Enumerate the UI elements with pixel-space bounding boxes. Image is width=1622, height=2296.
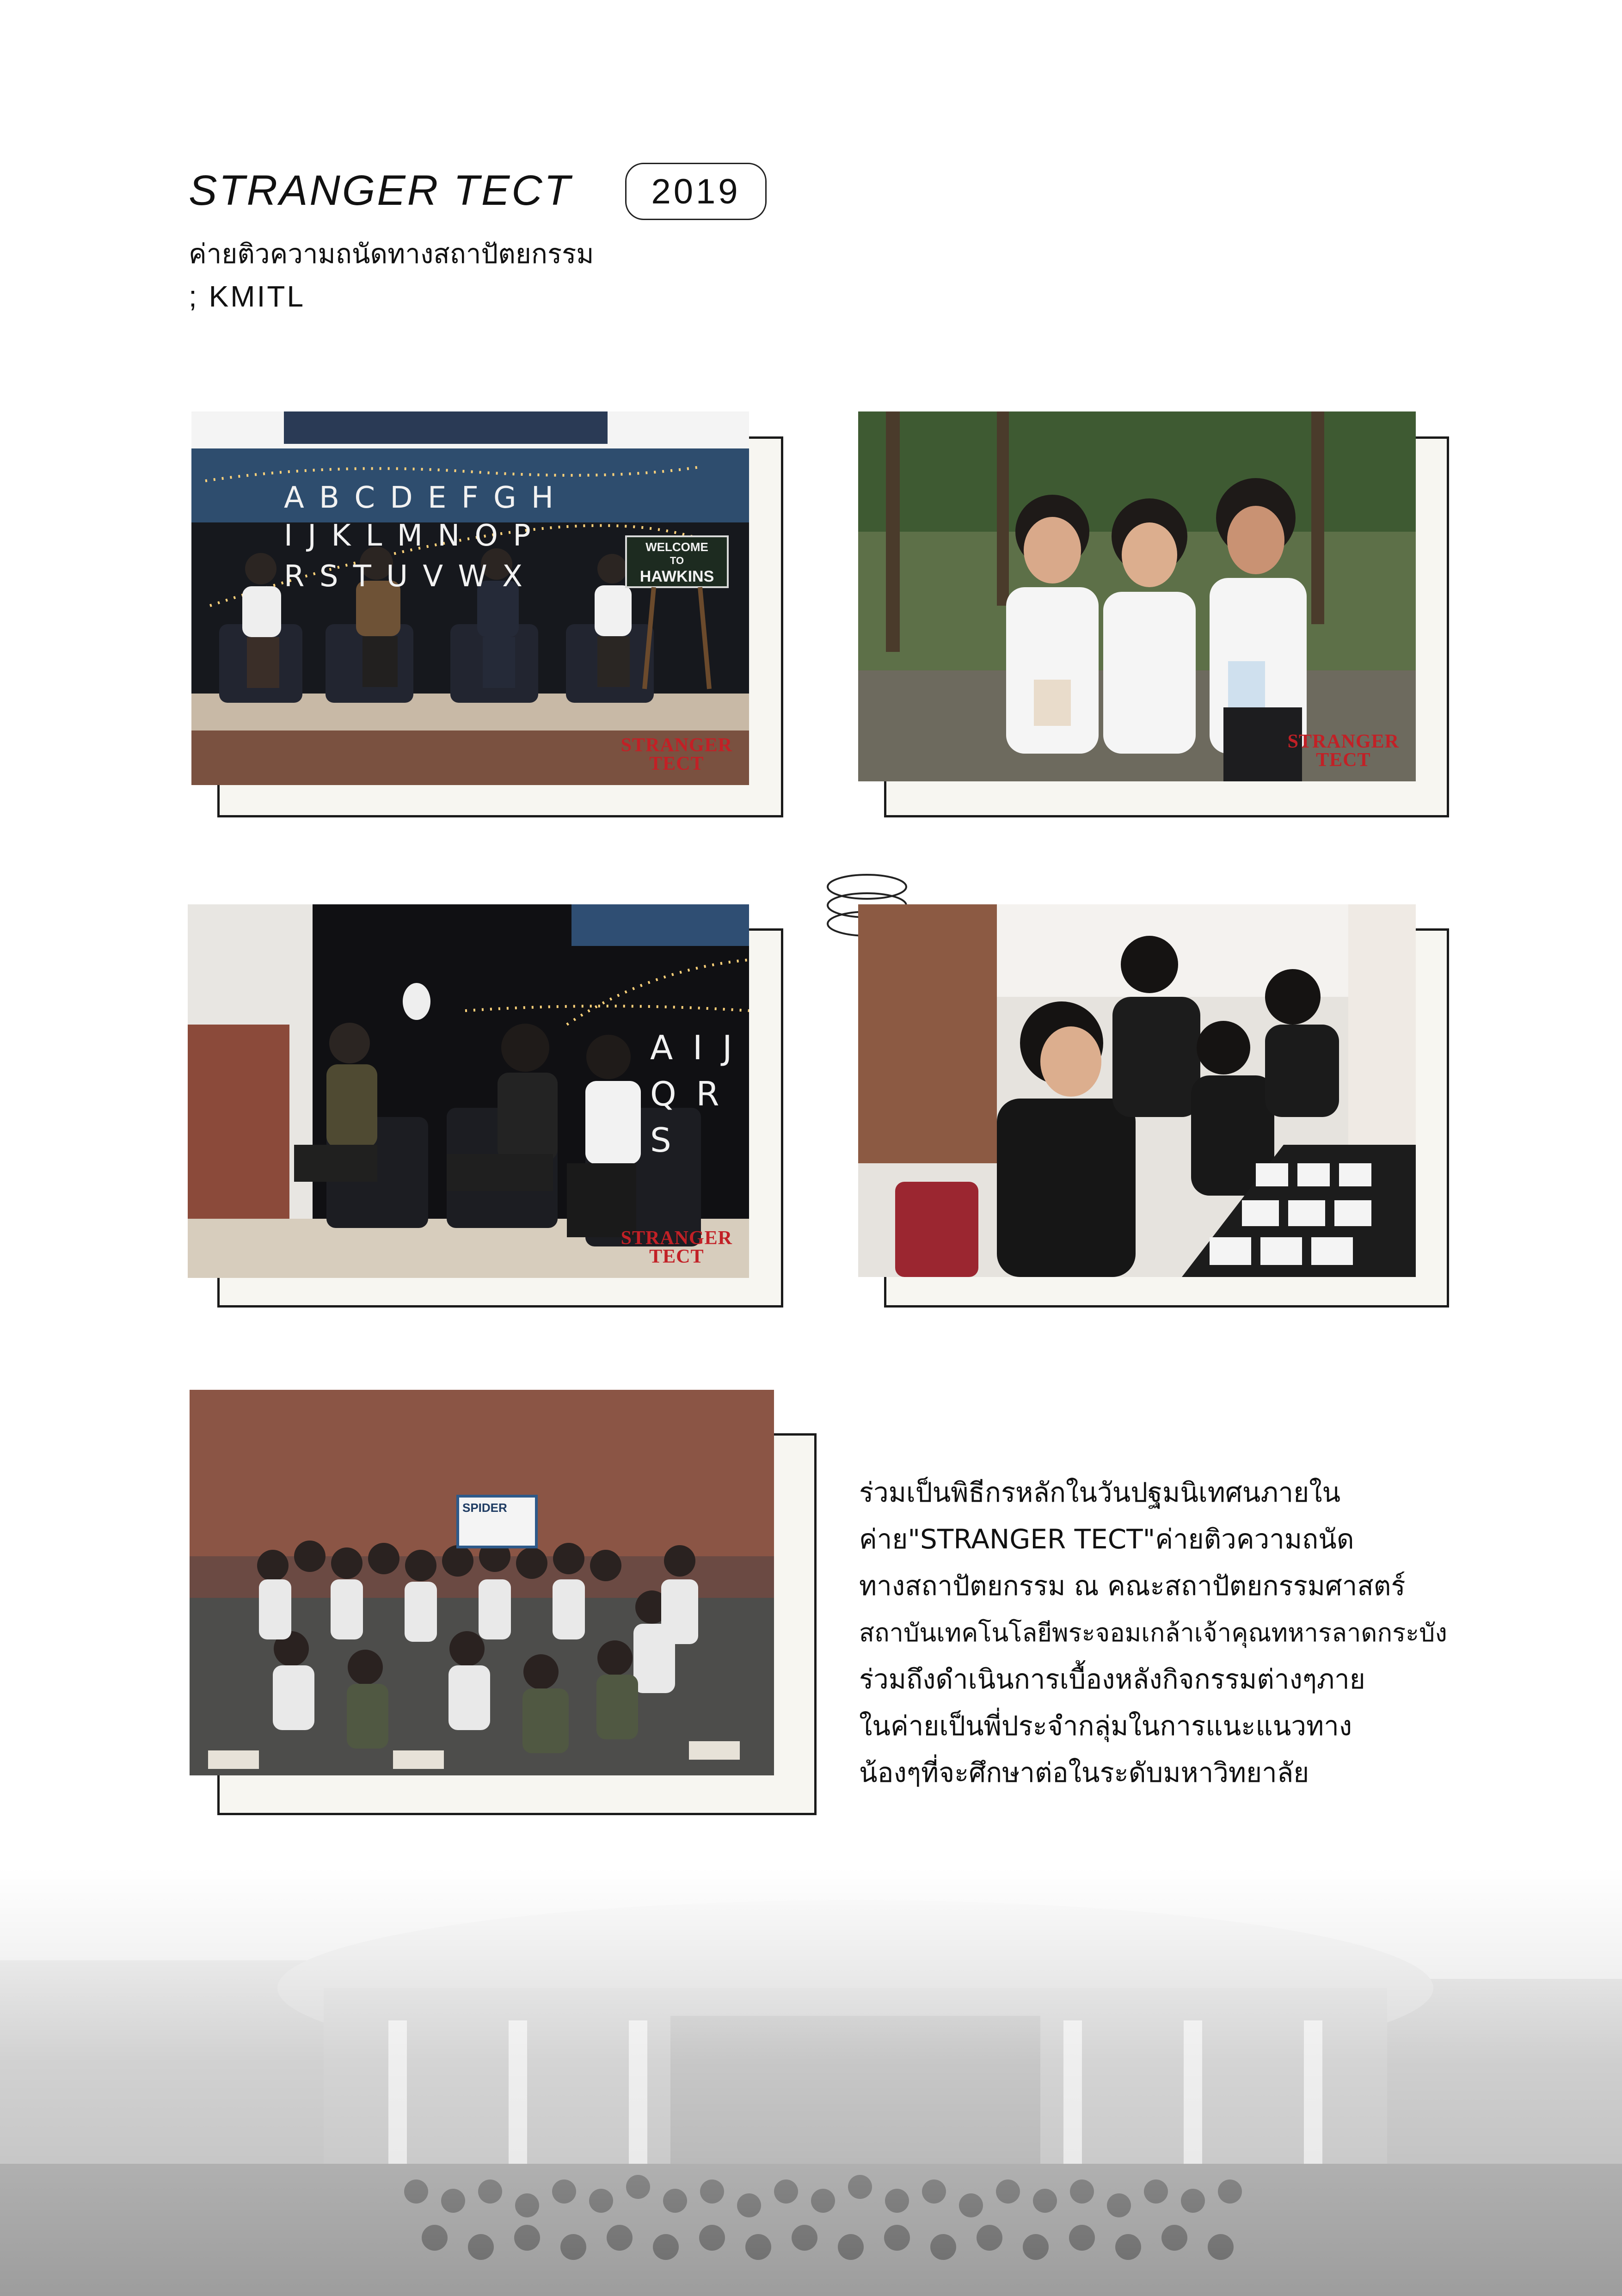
page-title: STRANGER TECT [189, 167, 572, 214]
description-line: ทางสถาปัตยกรรม ณ คณะสถาปัตยกรรมศาสตร์ [859, 1570, 1406, 1602]
watermark-line-1: STRANGER [621, 735, 732, 756]
watermark-line-2: TECT [649, 1246, 704, 1267]
sign-line-1: WELCOME [645, 540, 708, 554]
description [859, 1469, 1447, 1796]
photo-group [190, 1390, 774, 1775]
description-line: สถาบันเทคโนโลยีพระจอมเกล้าเจ้าคุณทหารลาดกระบัง [859, 1618, 1447, 1647]
photo-workshop [858, 904, 1416, 1277]
workshop-scene [858, 904, 1416, 1277]
stage-scene [191, 411, 749, 785]
background-building-photo [0, 1868, 1622, 2296]
stranger-tect-watermark-3 [621, 1229, 732, 1266]
closeup-letters: A I J Q R S [650, 1028, 732, 1160]
group-sign-text: SPIDER [462, 1501, 507, 1515]
sign-line-2: TO [670, 555, 684, 566]
description-line: ในค่ายเป็นพี่ประจำกลุ่มในการแนะแนวทาง [859, 1710, 1352, 1742]
panel-letters-row3: R S T U V W X [284, 559, 525, 594]
watermark-line-1: STRANGER [1287, 731, 1399, 752]
description-line: น้องๆที่จะศึกษาต่อในระดับมหาวิทยาลัย [859, 1757, 1309, 1788]
year-label: 2019 [651, 172, 741, 211]
sign-line-3: HAWKINS [639, 568, 714, 585]
photo-stage-panel [191, 411, 749, 785]
stranger-tect-watermark-2 [1288, 732, 1399, 769]
welcome-sign [626, 540, 728, 585]
watermark-line-2: TECT [649, 753, 704, 774]
description-line: ร่วมถึงดำเนินการเบื้องหลังกิจกรรมต่างๆภาย [859, 1664, 1365, 1695]
watermark-line-2: TECT [1316, 749, 1371, 771]
subtitle-thai: ค่ายติวความถนัดทางสถาปัตยกรรม [189, 238, 594, 270]
institution-label: ; KMITL [189, 280, 306, 313]
description-line: ร่วมเป็นพิธีกรหลักในวันปฐมนิเทศนภายใน [859, 1477, 1341, 1508]
panel-letters-row1: A B C D E F G H [284, 481, 557, 515]
year-badge [625, 163, 767, 220]
description-line: ค่าย"STRANGER TECT"ค่ายติวความถนัด [859, 1523, 1354, 1555]
photo-panel-closeup [188, 904, 749, 1278]
group-scene [190, 1390, 774, 1775]
building-scene [0, 1868, 1622, 2296]
panel-letters-row2: I J K L M N O P [284, 519, 534, 553]
photo-students-outdoor [858, 411, 1416, 781]
stranger-tect-watermark [621, 736, 732, 773]
outdoor-scene [858, 411, 1416, 781]
watermark-line-1: STRANGER [621, 1228, 732, 1249]
